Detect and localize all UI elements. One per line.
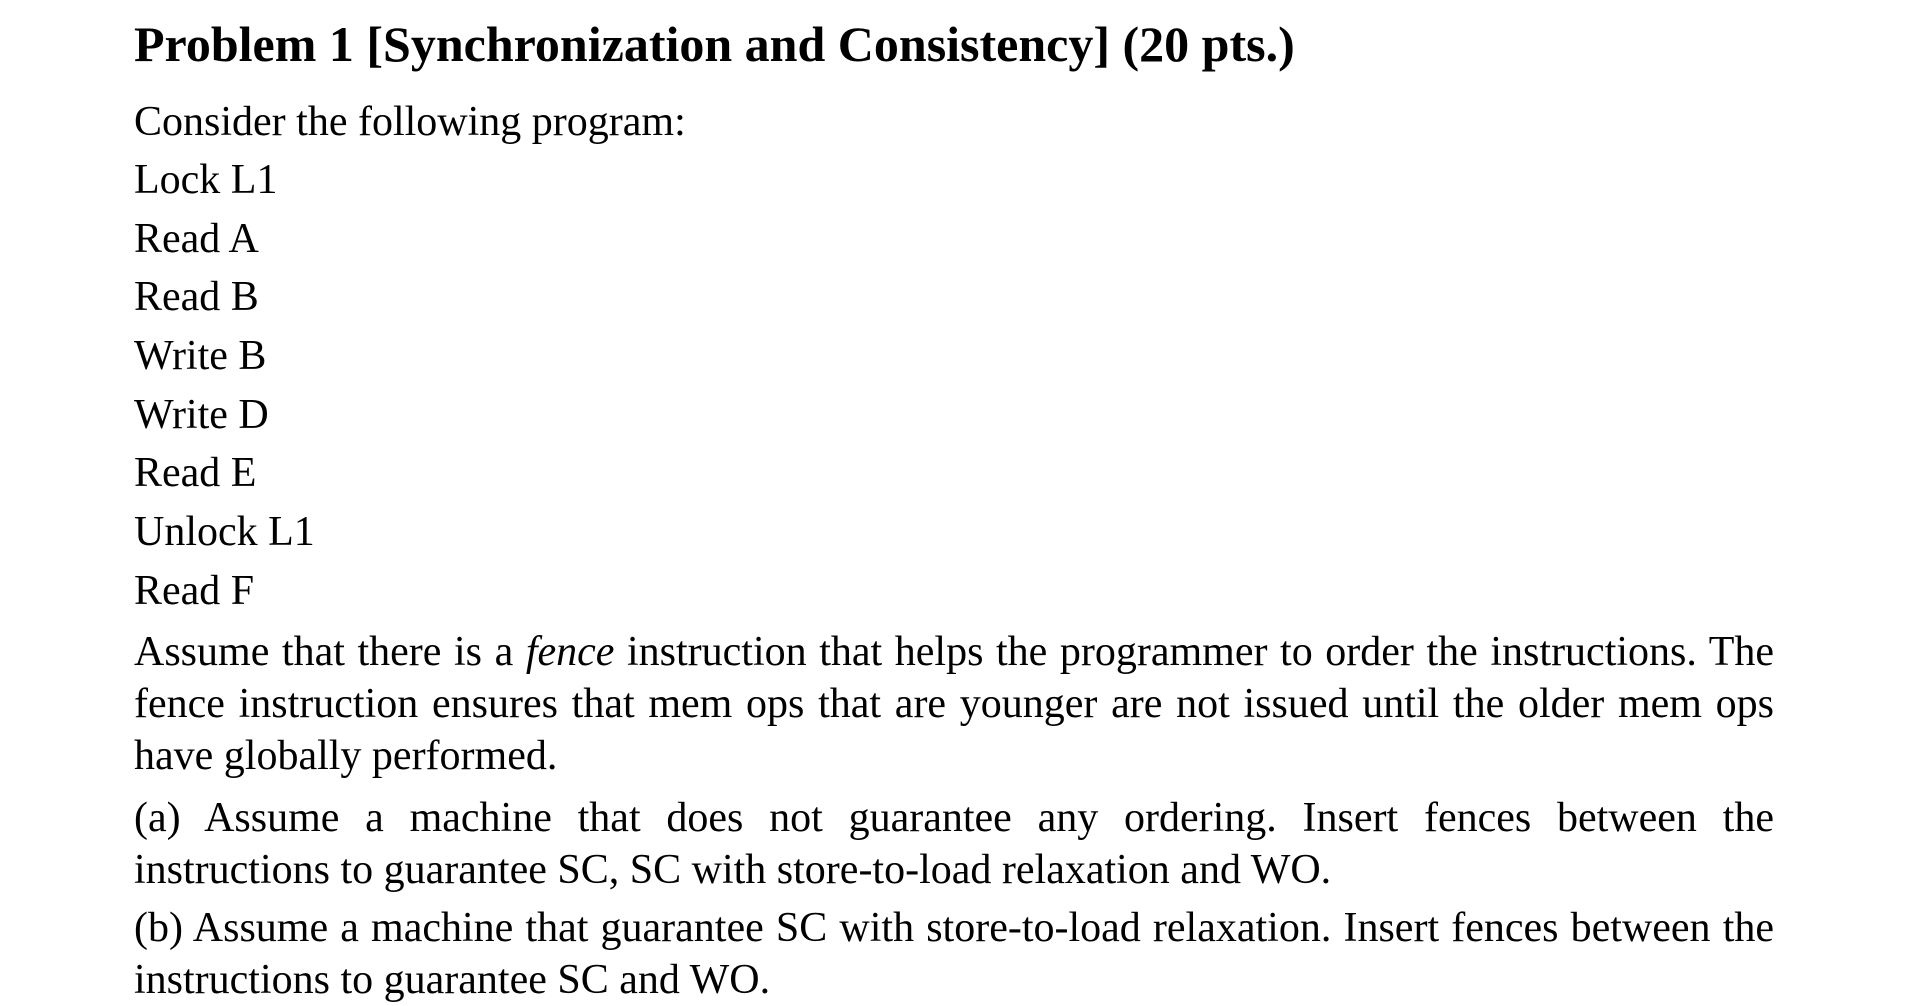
assumption-paragraph [134, 626, 1774, 782]
program-line-4: Write B [134, 333, 267, 379]
assumption-text-after: instruction that helps the programmer to order the instructions. The fence instruction ensures that mem ops that are younger are not issued until the older mem ops have globally performed. [134, 629, 1774, 779]
fence-emphasis: fence [525, 629, 615, 675]
part-a-question: (a) Assume a machine that does not guarantee any ordering. Insert fences between the instructions to guarantee SC, SC with store-to-load relaxation and WO. [134, 795, 1774, 893]
program-line-7: Unlock L1 [134, 509, 315, 555]
assumption-text-before: Assume that there is a [134, 629, 526, 675]
program-line-2: Read A [134, 216, 259, 262]
intro-text: Consider the following program: [134, 99, 686, 145]
problem-title: Problem 1 [Synchronization and Consistency] (20 pts.) [134, 16, 1295, 72]
part-b-question: (b) Assume a machine that guarantee SC with store-to-load relaxation. Insert fences between the instructions to guarantee SC and WO. [134, 905, 1774, 1003]
program-line-8: Read F [134, 568, 255, 614]
program-line-1: Lock L1 [134, 157, 278, 203]
program-line-5: Write D [134, 392, 269, 438]
program-line-3: Read B [134, 274, 259, 320]
program-line-6: Read E [134, 450, 257, 496]
